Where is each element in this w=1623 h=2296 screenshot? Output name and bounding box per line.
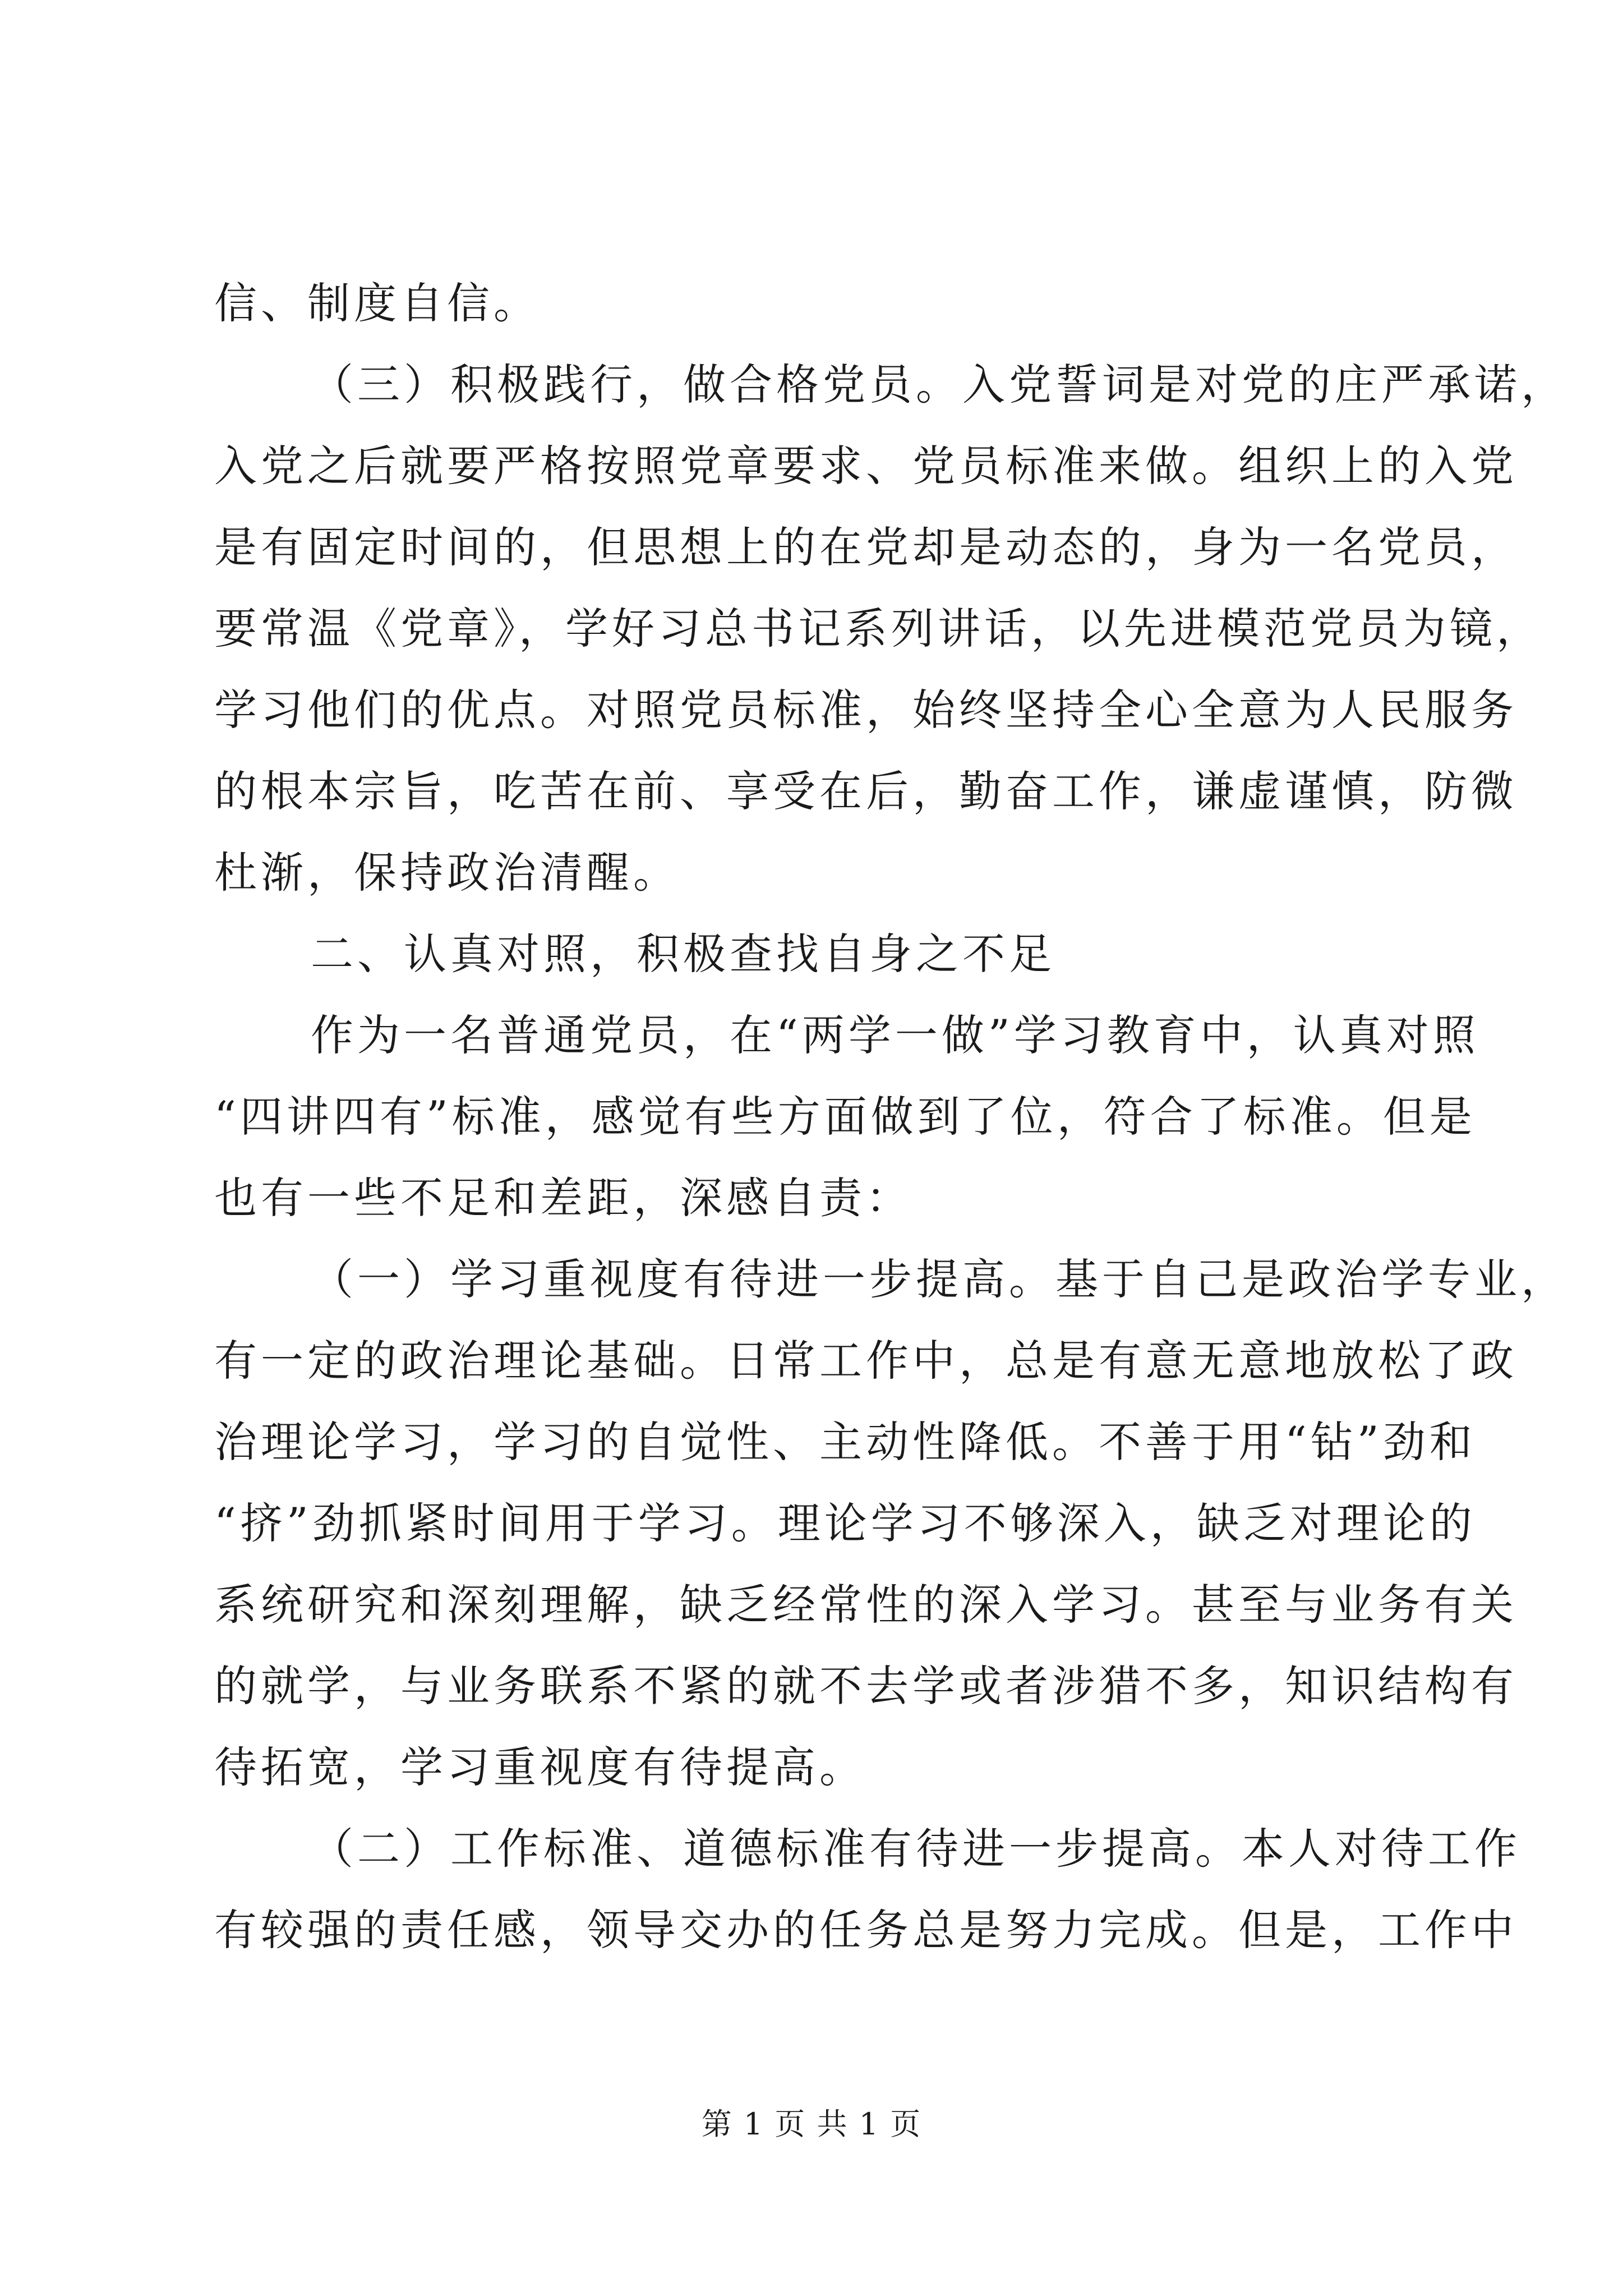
page-footer: 第 1 页 共 1 页: [701, 2106, 922, 2142]
text-line: 待拓宽，学习重视度有待提高。: [214, 1742, 866, 1792]
text-line: 信、制度自信。: [214, 278, 540, 328]
text-line: （二）工作标准、道德标准有待进一步提高。本人对待工作: [311, 1824, 1521, 1874]
text-line: 入党之后就要严格按照党章要求、党员标准来做。组织上的入党: [214, 441, 1518, 491]
text-line: （三）积极践行，做合格党员。入党誓词是对党的庄严承诺，: [311, 360, 1567, 409]
text-line: 有一定的政治理论基础。日常工作中，总是有意无意地放松了政: [214, 1336, 1518, 1386]
text-line: 也有一些不足和差距，深感自责：: [214, 1173, 912, 1223]
text-line: 的就学，与业务联系不紧的就不去学或者涉猎不多，知识结构有: [214, 1661, 1518, 1711]
text-line: 治理论学习，学习的自觉性、主动性降低。不善于用“钻”劲和: [214, 1417, 1476, 1467]
text-line: 学习他们的优点。对照党员标准，始终坚持全心全意为人民服务: [214, 685, 1518, 735]
text-line: 的根本宗旨，吃苦在前、享受在后，勤奋工作，谦虚谨慎，防微: [214, 766, 1518, 816]
text-line: 杜渐，保持政治清醒。: [214, 848, 680, 898]
text-line: （一）学习重视度有待进一步提高。基于自己是政治学专业，: [311, 1254, 1567, 1304]
text-line: 系统研究和深刻理解，缺乏经常性的深入学习。甚至与业务有关: [214, 1580, 1518, 1630]
text-line: 要常温《党章》，学好习总书记系列讲话，以先进模范党员为镜，: [214, 604, 1543, 654]
text-line: “四讲四有”标准，感觉有些方面做到了位，符合了标准。但是: [214, 1092, 1476, 1142]
text-line: “挤”劲抓紧时间用于学习。理论学习不够深入，缺乏对理论的: [214, 1498, 1476, 1548]
text-line: 作为一名普通党员，在“两学一做”学习教育中，认真对照: [311, 1010, 1479, 1060]
section-heading: 二、认真对照，积极查找自身之不足: [311, 929, 1055, 979]
text-line: 是有固定时间的，但思想上的在党却是动态的，身为一名党员，: [214, 522, 1518, 572]
text-line: 有较强的责任感，领导交办的任务总是努力完成。但是，工作中: [214, 1905, 1518, 1955]
document-body: [214, 263, 1567, 1971]
